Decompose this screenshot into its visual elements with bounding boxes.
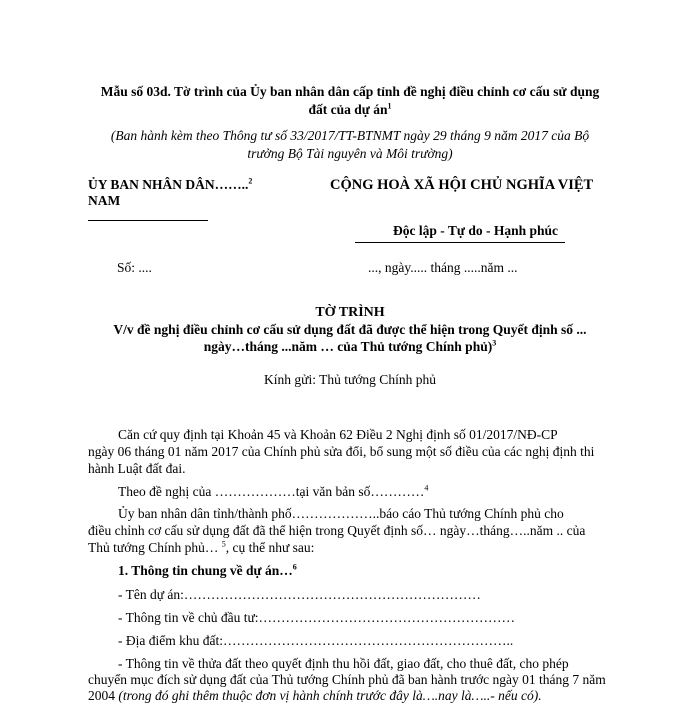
addressee: Kính gửi: Thủ tướng Chính phủ xyxy=(264,372,436,387)
subject-line2: ngày…tháng ...năm … của Thủ tướng Chính phủ)$^3$ xyxy=(203,338,497,354)
report-line3: Thủ tướng Chính phủ… $^5$, cụ thể như sau: xyxy=(88,539,315,555)
legal-basis-line2: ngày 06 tháng 01 năm 2017 của Chính phủ sửa đổi, bổ sung một số điều của các nghị định thi xyxy=(88,444,595,459)
footnote-ref: 4 xyxy=(424,483,429,493)
footnote-ref: 2 xyxy=(248,176,253,186)
legal-basis-line3: hành Luật đất đai. xyxy=(88,461,186,476)
item-project-name: - Tên dự án:………………………………………………………… xyxy=(118,587,481,602)
footnote-ref: 3 xyxy=(492,338,497,348)
footnote-ref: 1 xyxy=(387,101,392,111)
motto-underline xyxy=(355,242,565,243)
section-heading-general-info: 1. Thông tin chung về dự án…$^6$ xyxy=(118,562,297,578)
report-line1: Ủy ban nhân dân tỉnh/thành phố………………..báo cáo Thủ tướng Chính phủ cho xyxy=(118,506,564,521)
item-investor: - Thông tin về chủ đầu tư:………………………………………………… xyxy=(118,610,516,625)
agency-name-line2: NAM xyxy=(88,193,121,208)
form-title-line2: đất của dự $án^1$ xyxy=(308,101,392,117)
document-number: Số: .... xyxy=(117,260,152,275)
proposal-reference: Theo đề nghị của ………………tại văn bản số…………$^4$ xyxy=(118,483,429,499)
place-date: ..., ngày..... tháng .....năm ... xyxy=(368,260,518,275)
subject-line: V/v đề nghị điều chỉnh cơ cấu sử dụng đất đã được thể hiện trong Quyết định số ... xyxy=(113,322,587,337)
issuance-note-line2: trưởng Bộ Tài nguyên và Môi trường) xyxy=(247,146,453,161)
footnote-ref: 5 xyxy=(221,539,226,549)
item-land-info-line3: 2004 (trong đó ghi thêm thuộc đơn vị hành chính trước đây là….nay là…..- nếu có). xyxy=(88,688,542,703)
document-type-title: TỜ TRÌNH xyxy=(315,305,385,320)
agency-name: ỦY BAN NHÂN DÂN……..$^2$ xyxy=(88,176,253,192)
nation-name: CỘNG HOÀ XÃ HỘI CHỦ NGHĨA VIỆT xyxy=(330,177,594,193)
issuance-note: (Ban hành kèm theo Thông tư số 33/2017/TT-BTNMT ngày 29 tháng 9 năm 2017 của Bộ xyxy=(110,128,590,143)
report-line2: điều chỉnh cơ cấu sử dụng đất đã thể hiện trong Quyết định số… ngày…tháng…..năm .. của xyxy=(88,523,586,538)
footnote-ref: 6 xyxy=(292,562,297,572)
legal-basis-line1: Căn cứ quy định tại Khoản 45 và Khoản 62 Điều 2 Nghị định số 01/2017/NĐ-CP xyxy=(118,427,558,442)
item-land-info-line1: - Thông tin về thửa đất theo quyết định thu hồi đất, giao đất, cho thuê đất, cho phép xyxy=(118,656,569,671)
motto: Độc lập - Tự do - Hạnh phúc xyxy=(393,223,559,238)
agency-underline xyxy=(88,220,208,221)
item-location: - Địa điểm khu đất:……………………………………………………….. xyxy=(118,633,514,648)
item-land-info-line2: chuyển mục đích sử dụng đất của Thủ tướng Chính phủ đã ban hành trước ngày 01 tháng 7 năm xyxy=(88,672,606,687)
form-title: Mẫu số 03d. Tờ trình của Ủy ban nhân dân cấp tỉnh đề nghị điều chỉnh cơ cấu sử dụng xyxy=(100,84,600,99)
